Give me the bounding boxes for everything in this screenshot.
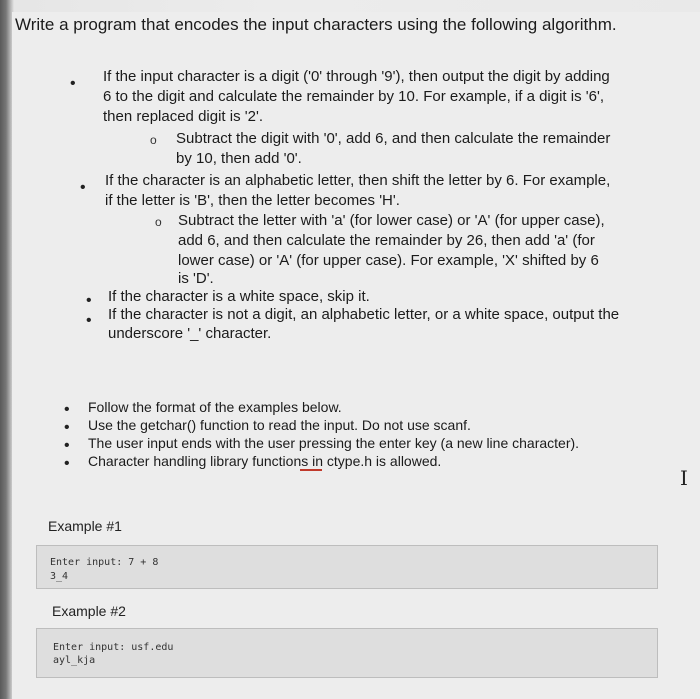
bullet-icon: • (64, 437, 70, 454)
rule-3-line-1: If the character is a white space, skip it. (108, 288, 370, 305)
note-4: Character handling library functions in ctype.h is allowed. (88, 453, 442, 469)
rule-4-line-2: underscore '_' character. (108, 325, 272, 342)
bullet-icon: • (64, 419, 70, 436)
intro-text: Write a program that encodes the input characters using the following algorithm. (15, 15, 617, 34)
rule-1-line-3: then replaced digit is '2'. (103, 108, 263, 125)
spellcheck-underline (300, 469, 322, 471)
rule-1-sub-line-1: Subtract the digit with '0', add 6, and then calculate the remainder (176, 130, 611, 147)
rule-2-sub-line-3: lower case) or 'A' (for upper case). For example, 'X' shifted by 6 (178, 252, 599, 269)
rule-1-line-2: 6 to the digit and calculate the remainder by 10. For example, if a digit is '6', (103, 88, 604, 105)
bullet-icon: • (86, 292, 92, 309)
example-1-label: Example #1 (48, 518, 122, 534)
example-1-line-2: 3_4 (50, 571, 69, 582)
example-2-line-2: ayl_kja (53, 655, 96, 666)
rule-4-line-1: If the character is not a digit, an alphabetic letter, or a white space, output the (108, 306, 620, 323)
circle-bullet-icon: o (150, 133, 157, 147)
text-cursor-icon: I (680, 466, 688, 490)
rule-2-line-1: If the character is an alphabetic letter, then shift the letter by 6. For example, (105, 172, 611, 189)
bullet-icon: • (70, 75, 76, 92)
circle-bullet-icon: o (155, 215, 162, 229)
rule-2-sub-line-2: add 6, and then calculate the remainder by 26, then add 'a' (for (178, 232, 595, 249)
rule-2-sub-line-1: Subtract the letter with 'a' (for lower case) or 'A' (for upper case), (178, 212, 605, 229)
example-2-line-1: Enter input: usf.edu (53, 642, 174, 653)
bullet-icon: • (86, 312, 92, 329)
bullet-icon: • (80, 179, 86, 196)
example-2-label: Example #2 (52, 603, 126, 619)
note-2: Use the getchar() function to read the input. Do not use scanf. (88, 417, 471, 433)
rule-2-sub-line-4: is 'D'. (178, 270, 214, 287)
rule-1-line-1: If the input character is a digit ('0' through '9'), then output the digit by adding (103, 68, 610, 85)
note-3: The user input ends with the user pressing the enter key (a new line character). (88, 435, 580, 451)
example-1-line-1: Enter input: 7 + 8 (50, 557, 159, 568)
rule-2-line-2: if the letter is 'B', then the letter becomes 'H'. (105, 192, 400, 209)
bullet-icon: • (64, 455, 70, 472)
note-1: Follow the format of the examples below. (88, 399, 342, 415)
rule-1-sub-line-2: by 10, then add '0'. (176, 150, 302, 167)
bullet-icon: • (64, 401, 70, 418)
